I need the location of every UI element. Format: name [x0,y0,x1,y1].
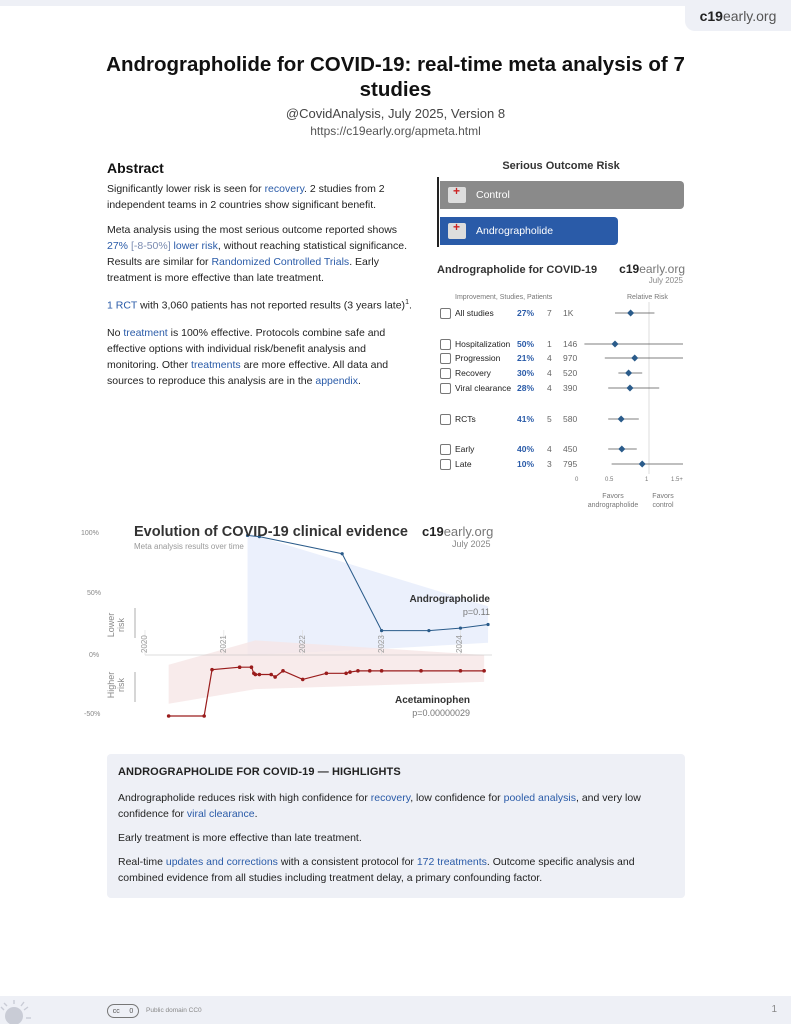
forest-studies: 3 [547,459,552,469]
outcome-icon [440,459,451,470]
outcome-icon [440,368,451,379]
series-point [210,668,214,672]
lower-risk-label: Lower risk [106,612,126,638]
ci-link[interactable]: [-8-50%] [130,240,171,252]
evolution-title: Evolution of COVID-19 clinical evidence [134,524,408,540]
forest-point [627,310,634,317]
forest-label: Hospitalization [455,339,511,349]
series-point [167,714,171,718]
forest-improvement: 40% [517,444,535,454]
series-point [356,669,360,673]
forest-patients: 580 [563,414,578,424]
abstract-p4: No treatment is 100% effective. Protocols combine safe and effective options with individual risk/benefit analysis and monitoring. Other treatments are more effective. All data and sources to reproduce this analysis are in the appendix. [107,327,389,387]
series-point [341,552,344,555]
hl-viral-link[interactable]: viral clearance [186,808,255,820]
brand-logo[interactable]: c19 early.org [685,0,791,31]
serious-outcome-title: Serious Outcome Risk [502,160,620,172]
forest-patients: 520 [563,368,578,378]
highlights-p2: Early treatment is more effective than late treatment. [118,832,362,844]
series-point [301,678,305,682]
series-point [459,669,463,673]
series-point [380,669,384,673]
forest-patients: 390 [563,383,578,393]
forest-patients: 1K [563,308,574,318]
year-label: 2022 [297,635,307,653]
forest-studies: 5 [547,414,552,424]
series-point [238,665,242,669]
rct-link[interactable]: Randomized Controlled Trials [211,256,350,268]
appendix-link[interactable]: appendix [315,375,358,387]
outcome-icon [440,414,451,425]
forest-point [639,461,646,468]
forest-patients: 450 [563,444,578,454]
license-text: Public domain CC0 [146,1007,202,1014]
cc-license-icon[interactable]: cc 0 [107,1004,139,1018]
abstract-p3: 1 RCT with 3,060 patients has not reported results (3 years late)$^1$. [107,299,412,312]
series-point [258,673,262,677]
evolution-brand: c19early.org [422,524,494,539]
page-number: 1 [771,1004,777,1015]
treatment-link[interactable]: treatment [123,327,168,339]
author-handle[interactable]: @CovidAnalysis [285,106,381,121]
series-point [486,623,489,626]
series-label-andrographolide: Andrographolide [409,594,490,605]
hl-treatments-link[interactable]: 172 treatments [416,856,487,868]
treatments-link[interactable]: treatments [191,359,241,371]
series-p-acetaminophen: p=0.00000029 [412,708,470,718]
series-point [273,675,277,679]
highlights-heading: ANDROGRAPHOLIDE FOR COVID-19 — HIGHLIGHTS [118,766,401,778]
forest-label: RCTs [455,414,476,424]
forest-point [612,341,619,348]
rct-count-link[interactable]: 1 RCT [107,299,138,312]
pct-link[interactable]: 27% [107,240,129,252]
year-label: 2024 [455,635,465,653]
forest-marks [577,302,687,477]
hospital-icon [448,223,466,239]
byline: @CovidAnalysis, July 2025, Version 8 [285,106,506,121]
serious-outcome-bar-1 [440,217,618,245]
forest-improvement: 27% [517,308,535,318]
forest-tick-0: 0 [575,477,579,483]
page-url[interactable]: https://c19early.org/apmeta.html [310,124,481,138]
series-point [482,669,486,673]
series-point [348,670,352,674]
hl-pooled-link[interactable]: pooled analysis [503,792,576,804]
serious-outcome-bar-label: Andrographolide [476,225,554,237]
forest-improvement: 10% [517,459,535,469]
forest-plot [437,262,687,512]
forest-point [618,446,625,453]
series-point [250,665,254,669]
forest-label: Early [455,444,475,454]
forest-patients: 146 [563,339,578,349]
series-point [325,672,329,676]
series-point [419,669,423,673]
forest-tick-15: 1.5+ [671,477,683,483]
forest-label: Recovery [455,368,491,378]
series-point [380,629,383,632]
forest-studies: 4 [547,353,552,363]
outcome-icon [440,308,451,319]
forest-col-header: Improvement, Studies, Patients [455,294,553,301]
evolution-chart [81,520,500,725]
abstract-heading: Abstract [107,160,164,176]
year-label: 2021 [218,635,228,653]
y-tick-0: 0% [89,652,100,659]
serious-outcome-axis [437,177,439,247]
forest-title: Andrographolide for COVID-19 [437,264,598,276]
hl-updates-link[interactable]: updates and corrections [165,856,278,868]
forest-tick-05: 0.5 [605,477,614,483]
forest-studies: 7 [547,308,552,318]
forest-studies: 4 [547,444,552,454]
series-point [368,669,372,673]
forest-studies: 1 [547,339,552,349]
abstract-p1: Significantly lower risk is seen for recovery. 2 studies from 2 independent teams in 2 countries show significant benefit. [107,183,385,211]
y-tick-100: 100% [81,530,99,537]
series-label-acetaminophen: Acetaminophen [394,695,470,706]
series-point [459,627,462,630]
forest-improvement: 41% [517,414,535,424]
forest-label: Progression [455,353,501,363]
serious-outcome-bar-0 [440,181,684,209]
outcome-icon [440,383,451,394]
forest-point [631,355,638,362]
forest-studies: 4 [547,383,552,393]
page-title: Andrographolide for COVID-19: real-time meta analysis of 7 studies [106,53,685,101]
forest-improvement: 28% [517,383,535,393]
forest-point [618,416,625,423]
year-label: 2023 [376,635,386,653]
series-point [254,673,258,677]
forest-risk-header: Relative Risk [627,294,668,301]
top-bar [0,0,791,6]
forest-label: Late [455,459,472,469]
series-point [202,714,206,718]
series-p-andrographolide: p=0.11 [462,607,490,617]
forest-point [625,370,632,377]
forest-date: July 2025 [648,276,683,285]
lower-risk-link[interactable]: lower risk [173,240,218,252]
evolution-subtitle: Meta analysis results over time [134,542,244,551]
highlights-box [107,754,685,898]
forest-patients: 795 [563,459,578,469]
forest-improvement: 30% [517,368,535,378]
forest-label: All studies [455,308,494,318]
y-tick-50: 50% [87,590,102,597]
serious-outcome-bar-label: Control [476,189,510,201]
forest-improvement: 50% [517,339,535,349]
abstract-p2: Meta analysis using the most serious outcome reported shows 27% [-8-50%] lower risk, without reaching statistical significance. Results are similar for Randomized Controlled Trials. Early treatment is more effective than late treatment. [107,224,407,284]
series-point [281,669,285,673]
recovery-link[interactable]: recovery [264,183,305,195]
highlights-p3: Real-time updates and corrections with a consistent protocol for 172 treatments. Outcome specific analysis and combined evidence from all studies including treatment delay, a primary confounding factor. [118,856,635,884]
outcome-icon [440,339,451,350]
hospital-icon [448,187,466,203]
outcome-icon [440,353,451,364]
favors-control: Favors control [652,493,674,509]
series-point [344,672,348,676]
forest-studies: 4 [547,368,552,378]
forest-label: Viral clearance [455,383,512,393]
forest-point [626,385,633,392]
y-tick-neg50: -50% [84,711,101,718]
forest-patients: 970 [563,353,578,363]
virus-icon [0,994,44,1024]
favors-andrographolide: Favors andrographolide [587,493,639,509]
forest-brand: c19early.org [619,262,685,276]
hl-recovery-link[interactable]: recovery [370,792,411,804]
outcome-icon [440,444,451,455]
highlights-p1: Andrographolide reduces risk with high confidence for recovery, low confidence for pooled analysis, and very low confidence for viral clearance. [118,792,641,820]
higher-risk-label: Higher risk [106,671,126,699]
series-point [269,673,273,677]
evolution-date: July 2025 [452,539,491,549]
series-point [427,629,430,632]
forest-tick-1: 1 [645,477,649,483]
forest-improvement: 21% [517,353,535,363]
year-label: 2020 [140,635,149,653]
